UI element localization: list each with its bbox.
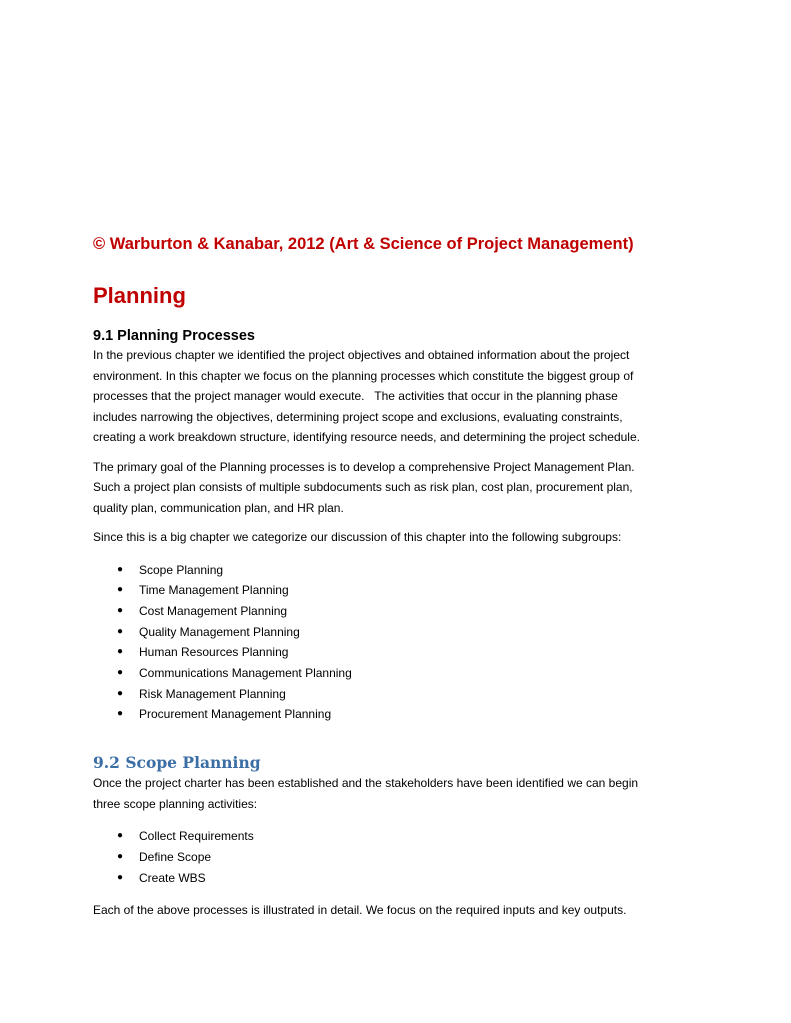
paragraph-processes-detail: Each of the above processes is illustrated in detail. We focus on the required inputs and key outputs. xyxy=(93,903,627,918)
chapter-title: Planning xyxy=(93,283,186,308)
list-item xyxy=(117,580,703,601)
list-item xyxy=(117,847,703,868)
bullet-icon: ● xyxy=(117,646,124,658)
scope-activities-list xyxy=(93,826,703,888)
list-item-label: Define Scope xyxy=(139,849,212,864)
list-item-label: Time Management Planning xyxy=(139,583,289,598)
list-item-label: Create WBS xyxy=(139,870,206,885)
bullet-icon: ● xyxy=(117,563,124,575)
list-item xyxy=(117,663,703,684)
paragraph-intro xyxy=(93,345,703,448)
section-heading-scope-planning: 9.2 Scope Planning xyxy=(93,753,261,773)
list-item xyxy=(117,642,703,663)
paragraph-line: includes narrowing the objectives, determining project scope and exclusions, evaluating constraints, xyxy=(93,409,623,424)
paragraph-line: environment. In this chapter we focus on the planning processes which constitute the biggest group of xyxy=(93,368,634,383)
section-heading-planning-processes: 9.1 Planning Processes xyxy=(93,328,255,344)
paragraph-line: processes that the project manager would execute. The activities that occur in the planning phase xyxy=(93,389,618,403)
document-page xyxy=(93,232,703,921)
list-item-label: Communications Management Planning xyxy=(139,666,352,681)
bullet-icon: ● xyxy=(117,604,124,616)
list-item-label: Cost Management Planning xyxy=(139,603,288,618)
list-item-label: Human Resources Planning xyxy=(139,645,289,660)
bullet-icon: ● xyxy=(117,625,124,637)
bullet-icon: ● xyxy=(117,708,124,720)
list-item xyxy=(117,684,703,705)
list-item xyxy=(117,622,703,643)
bullet-icon: ● xyxy=(117,584,124,596)
list-item-label: Quality Management Planning xyxy=(139,624,300,639)
list-item-label: Risk Management Planning xyxy=(139,686,286,701)
subgroups-list xyxy=(93,560,703,726)
paragraph-line: quality plan, communication plan, and HR plan. xyxy=(93,500,344,515)
paragraph-line: In the previous chapter we identified the project objectives and obtained information about the project xyxy=(93,348,630,362)
list-item-label: Procurement Management Planning xyxy=(139,707,332,722)
list-item xyxy=(117,826,703,847)
bullet-icon: ● xyxy=(117,830,124,842)
paragraph-primary-goal xyxy=(93,457,703,519)
list-item xyxy=(117,601,703,622)
bullet-icon: ● xyxy=(117,871,124,883)
paragraph-scope-intro xyxy=(93,773,703,814)
bullet-icon: ● xyxy=(117,850,124,862)
paragraph-line: The primary goal of the Planning processes is to develop a comprehensive Project Management Plan. xyxy=(93,459,635,474)
bullet-icon: ● xyxy=(117,667,124,679)
list-item-label: Collect Requirements xyxy=(139,829,254,844)
list-item xyxy=(117,704,703,725)
paragraph-line: three scope planning activities: xyxy=(93,796,258,811)
list-item xyxy=(117,560,703,581)
paragraph-line: Such a project plan consists of multiple subdocuments such as risk plan, cost plan, procurement plan, xyxy=(93,480,633,494)
copyright-notice: © Warburton & Kanabar, 2012 (Art & Science of Project Management) xyxy=(93,235,634,253)
paragraph-line: creating a work breakdown structure, identifying resource needs, and determining the project schedule. xyxy=(93,430,640,444)
bullet-icon: ● xyxy=(117,687,124,699)
paragraph-subgroups-intro: Since this is a big chapter we categorize our discussion of this chapter into the following subgroups: xyxy=(93,530,622,544)
list-item xyxy=(117,868,703,889)
list-item-label: Scope Planning xyxy=(139,562,224,577)
paragraph-line: Once the project charter has been established and the stakeholders have been identified we can begin xyxy=(93,776,639,791)
